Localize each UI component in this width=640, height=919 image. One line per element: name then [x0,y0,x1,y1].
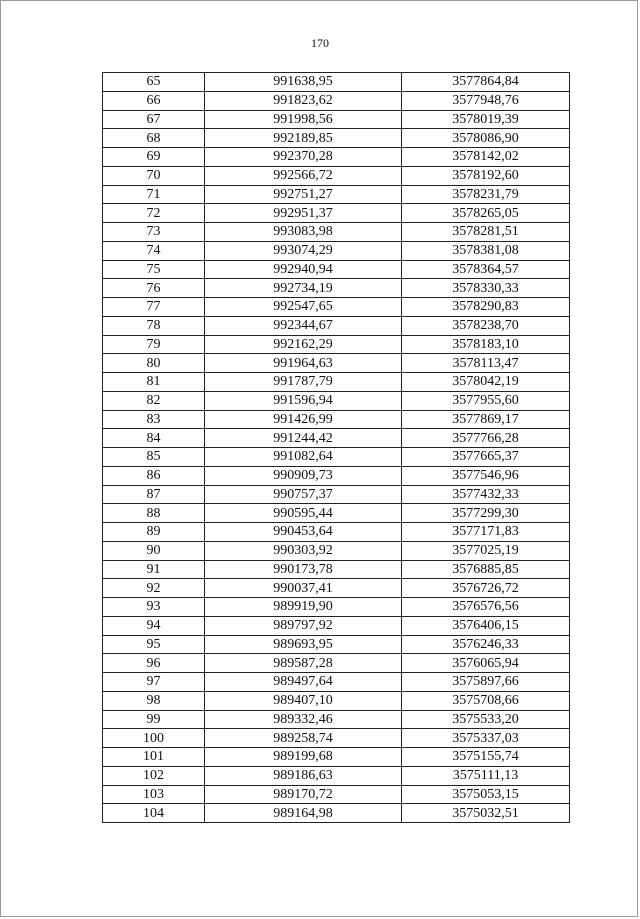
table-row [103,766,570,785]
table-row [103,204,570,223]
y-coordinate-cell: 3577025,19 [402,541,570,560]
y-coordinate-cell: 3576065,94 [402,654,570,673]
table-row [103,673,570,692]
y-coordinate-cell: 3578113,47 [402,354,570,373]
x-coordinate-cell: 991638,95 [205,73,402,92]
y-coordinate-cell: 3575155,74 [402,748,570,767]
x-coordinate-cell: 990453,64 [205,523,402,542]
y-coordinate-cell: 3575533,20 [402,710,570,729]
y-coordinate-cell: 3575337,03 [402,729,570,748]
point-number-cell: 71 [103,185,205,204]
table-row [103,429,570,448]
x-coordinate-cell: 992547,65 [205,298,402,317]
table-row [103,448,570,467]
point-number-cell: 79 [103,335,205,354]
point-number-cell: 70 [103,166,205,185]
y-coordinate-cell: 3578330,33 [402,279,570,298]
x-coordinate-cell: 989332,46 [205,710,402,729]
table-row [103,260,570,279]
point-number-cell: 92 [103,579,205,598]
table-row [103,691,570,710]
point-number-cell: 78 [103,316,205,335]
table-row [103,710,570,729]
y-coordinate-cell: 3577171,83 [402,523,570,542]
y-coordinate-cell: 3576246,33 [402,635,570,654]
y-coordinate-cell: 3578142,02 [402,148,570,167]
y-coordinate-cell: 3575032,51 [402,804,570,823]
y-coordinate-cell: 3576726,72 [402,579,570,598]
coordinates-table-body [103,73,570,823]
table-row [103,148,570,167]
table-row [103,485,570,504]
x-coordinate-cell: 992162,29 [205,335,402,354]
point-number-cell: 67 [103,110,205,129]
table-row [103,316,570,335]
point-number-cell: 88 [103,504,205,523]
y-coordinate-cell: 3578042,19 [402,373,570,392]
y-coordinate-cell: 3576576,56 [402,598,570,617]
table-row [103,129,570,148]
point-number-cell: 104 [103,804,205,823]
x-coordinate-cell: 993083,98 [205,223,402,242]
y-coordinate-cell: 3575053,15 [402,785,570,804]
y-coordinate-cell: 3578192,60 [402,166,570,185]
point-number-cell: 89 [103,523,205,542]
table-row [103,73,570,92]
point-number-cell: 99 [103,710,205,729]
x-coordinate-cell: 989186,63 [205,766,402,785]
point-number-cell: 101 [103,748,205,767]
y-coordinate-cell: 3578019,39 [402,110,570,129]
point-number-cell: 68 [103,129,205,148]
point-number-cell: 93 [103,598,205,617]
x-coordinate-cell: 992751,27 [205,185,402,204]
x-coordinate-cell: 992734,19 [205,279,402,298]
point-number-cell: 86 [103,466,205,485]
table-row [103,466,570,485]
y-coordinate-cell: 3578381,08 [402,241,570,260]
table-row [103,579,570,598]
point-number-cell: 65 [103,73,205,92]
table-row [103,354,570,373]
table-row [103,541,570,560]
y-coordinate-cell: 3577432,33 [402,485,570,504]
x-coordinate-cell: 992344,67 [205,316,402,335]
x-coordinate-cell: 991787,79 [205,373,402,392]
table-row [103,654,570,673]
x-coordinate-cell: 989797,92 [205,616,402,635]
x-coordinate-cell: 990303,92 [205,541,402,560]
point-number-cell: 75 [103,260,205,279]
table-row [103,804,570,823]
point-number-cell: 87 [103,485,205,504]
y-coordinate-cell: 3578183,10 [402,335,570,354]
point-number-cell: 76 [103,279,205,298]
table-row [103,598,570,617]
point-number-cell: 73 [103,223,205,242]
x-coordinate-cell: 989693,95 [205,635,402,654]
point-number-cell: 103 [103,785,205,804]
y-coordinate-cell: 3577955,60 [402,391,570,410]
x-coordinate-cell: 991244,42 [205,429,402,448]
y-coordinate-cell: 3577546,96 [402,466,570,485]
x-coordinate-cell: 989164,98 [205,804,402,823]
page-number: 170 [311,36,329,50]
x-coordinate-cell: 991082,64 [205,448,402,467]
table-row [103,373,570,392]
table-row [103,504,570,523]
point-number-cell: 100 [103,729,205,748]
point-number-cell: 82 [103,391,205,410]
point-number-cell: 72 [103,204,205,223]
x-coordinate-cell: 990909,73 [205,466,402,485]
y-coordinate-cell: 3578086,90 [402,129,570,148]
point-number-cell: 74 [103,241,205,260]
table-row [103,635,570,654]
y-coordinate-cell: 3577869,17 [402,410,570,429]
table-row [103,298,570,317]
x-coordinate-cell: 992940,94 [205,260,402,279]
y-coordinate-cell: 3578231,79 [402,185,570,204]
point-number-cell: 83 [103,410,205,429]
table-row [103,785,570,804]
point-number-cell: 91 [103,560,205,579]
table-row [103,523,570,542]
x-coordinate-cell: 991823,62 [205,91,402,110]
x-coordinate-cell: 992951,37 [205,204,402,223]
y-coordinate-cell: 3576406,15 [402,616,570,635]
y-coordinate-cell: 3575111,13 [402,766,570,785]
x-coordinate-cell: 992370,28 [205,148,402,167]
x-coordinate-cell: 991964,63 [205,354,402,373]
x-coordinate-cell: 989587,28 [205,654,402,673]
point-number-cell: 66 [103,91,205,110]
x-coordinate-cell: 991998,56 [205,110,402,129]
table-row [103,335,570,354]
y-coordinate-cell: 3578265,05 [402,204,570,223]
x-coordinate-cell: 989170,72 [205,785,402,804]
x-coordinate-cell: 989199,68 [205,748,402,767]
x-coordinate-cell: 989407,10 [205,691,402,710]
point-number-cell: 77 [103,298,205,317]
point-number-cell: 81 [103,373,205,392]
point-number-cell: 95 [103,635,205,654]
y-coordinate-cell: 3578290,83 [402,298,570,317]
table-row [103,110,570,129]
table-row [103,91,570,110]
x-coordinate-cell: 991426,99 [205,410,402,429]
y-coordinate-cell: 3578364,57 [402,260,570,279]
point-number-cell: 98 [103,691,205,710]
point-number-cell: 94 [103,616,205,635]
y-coordinate-cell: 3575708,66 [402,691,570,710]
y-coordinate-cell: 3577864,84 [402,73,570,92]
table-row [103,560,570,579]
point-number-cell: 97 [103,673,205,692]
x-coordinate-cell: 989258,74 [205,729,402,748]
x-coordinate-cell: 992566,72 [205,166,402,185]
x-coordinate-cell: 990757,37 [205,485,402,504]
y-coordinate-cell: 3576885,85 [402,560,570,579]
table-row [103,748,570,767]
table-row [103,410,570,429]
x-coordinate-cell: 990595,44 [205,504,402,523]
x-coordinate-cell: 992189,85 [205,129,402,148]
table-row [103,223,570,242]
y-coordinate-cell: 3578281,51 [402,223,570,242]
table-row [103,616,570,635]
point-number-cell: 90 [103,541,205,560]
table-row [103,241,570,260]
x-coordinate-cell: 989919,90 [205,598,402,617]
y-coordinate-cell: 3577948,76 [402,91,570,110]
point-number-cell: 84 [103,429,205,448]
point-number-cell: 96 [103,654,205,673]
y-coordinate-cell: 3577665,37 [402,448,570,467]
y-coordinate-cell: 3575897,66 [402,673,570,692]
x-coordinate-cell: 993074,29 [205,241,402,260]
point-number-cell: 85 [103,448,205,467]
coordinates-table [102,72,570,823]
point-number-cell: 102 [103,766,205,785]
x-coordinate-cell: 989497,64 [205,673,402,692]
table-row [103,185,570,204]
table-row [103,279,570,298]
table-row [103,729,570,748]
x-coordinate-cell: 990037,41 [205,579,402,598]
x-coordinate-cell: 990173,78 [205,560,402,579]
x-coordinate-cell: 991596,94 [205,391,402,410]
point-number-cell: 80 [103,354,205,373]
table-row [103,166,570,185]
point-number-cell: 69 [103,148,205,167]
y-coordinate-cell: 3577766,28 [402,429,570,448]
y-coordinate-cell: 3578238,70 [402,316,570,335]
y-coordinate-cell: 3577299,30 [402,504,570,523]
table-row [103,391,570,410]
